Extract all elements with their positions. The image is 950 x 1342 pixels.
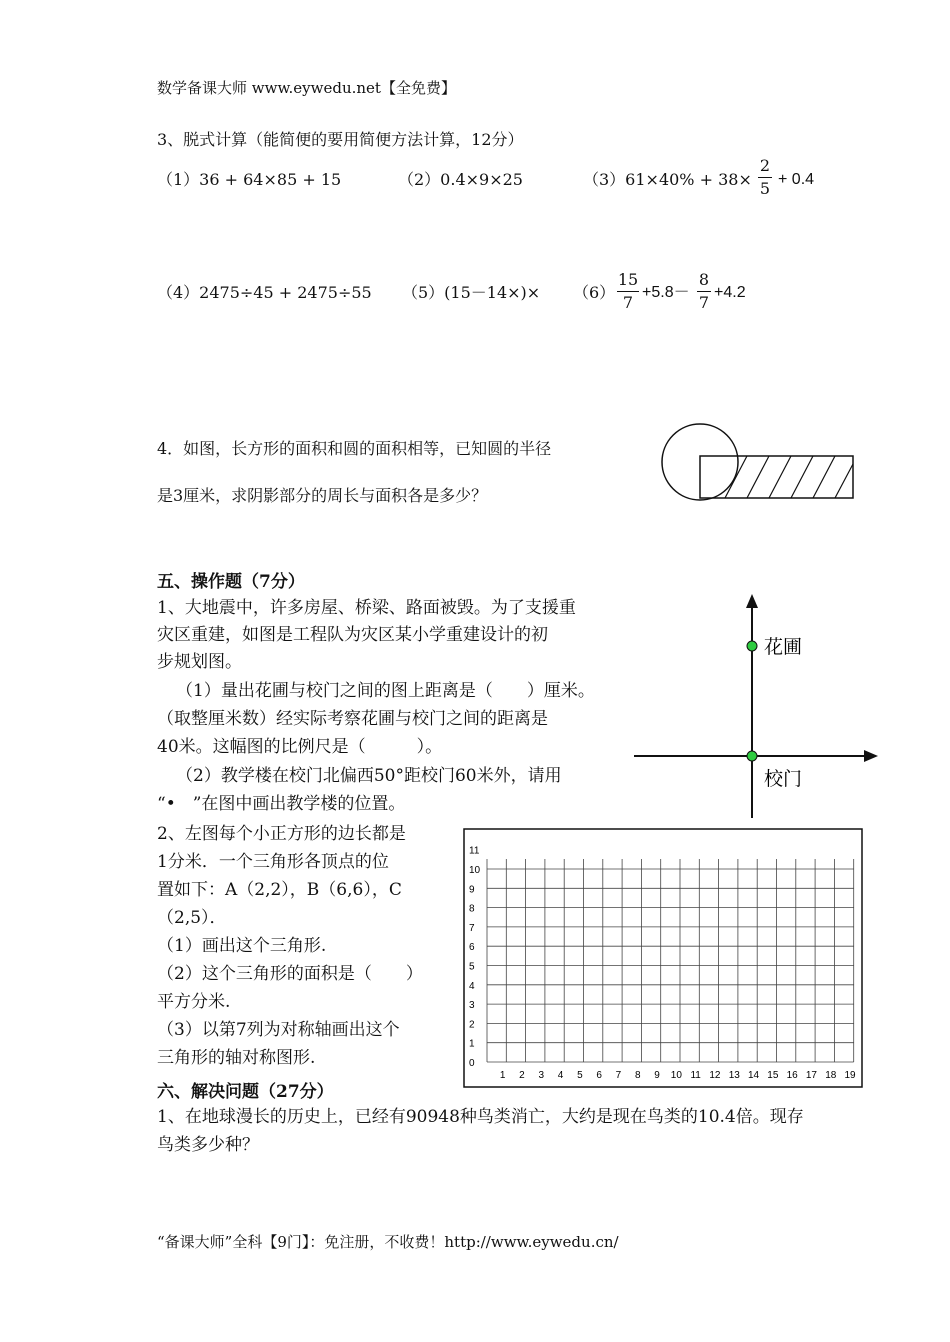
garden-label: 花圃 [764, 637, 803, 658]
s5-q1-line-2: 灾区重建，如图是工程队为灾区某小学重建设计的初 [157, 625, 548, 645]
q3-part1: （1）36 + 64×85 + 15 [157, 170, 342, 189]
section-6-title: 六、解决问题（27分） [157, 1082, 334, 1102]
q3-title: 3、脱式计算（能简便的要用简便方法计算，12分） [157, 130, 524, 149]
grid-y-label: 0 [469, 1058, 475, 1069]
grid-y-label: 2 [469, 1019, 475, 1031]
s5-q2-line-9: 三角形的轴对称图形. [157, 1048, 316, 1068]
grid-y-label: 5 [469, 961, 475, 973]
s5-q1-line-1: 1、大地震中，许多房屋、桥梁、路面被毁。为了支援重 [157, 598, 576, 618]
grid-x-label: 1 [499, 1070, 506, 1081]
s5-q2-line-1: 2、左图每个小正方形的边长都是 [157, 824, 406, 844]
grid-x-label: 17 [805, 1070, 818, 1081]
fraction-bar [617, 291, 639, 292]
q3-part6-suffix: +4.2 [714, 284, 746, 301]
planning-map [630, 590, 880, 822]
fraction-denominator: 7 [698, 293, 710, 312]
s5-q1-line-8: “• ”在图中画出教学楼的位置。 [157, 794, 406, 814]
grid-x-label: 5 [577, 1070, 583, 1081]
grid-x-label: 16 [786, 1070, 798, 1081]
grid-x-label: 13 [728, 1070, 740, 1081]
q3-part3-suffix: + 0.4 [778, 171, 815, 188]
fraction-denominator: 7 [622, 293, 634, 312]
q3-part5: （5）(15－14×)× [402, 283, 541, 302]
grid-y-label: 3 [469, 1000, 475, 1012]
east-arrow-icon [864, 750, 878, 762]
fraction-numerator: 8 [698, 270, 710, 289]
grid-x-label: 4 [557, 1070, 564, 1081]
s5-q2-line-7: 平方分米. [157, 992, 231, 1012]
q3-part6-fraction-1 [617, 270, 639, 313]
grid-x-label: 11 [690, 1070, 701, 1081]
grid-y-label: 9 [469, 884, 475, 896]
s6-q1-line-1: 1、在地球漫长的历史上，已经有90948种鸟类消亡，大约是现在鸟类的10.4倍。现存 [157, 1107, 804, 1127]
shaded-hatching [725, 456, 853, 498]
north-arrow-icon [746, 594, 758, 608]
grid-y-label: 4 [469, 980, 475, 992]
q3-part6-middle: +5.8－ [642, 284, 690, 301]
s5-q1-line-3: 步规划图。 [157, 652, 242, 672]
q4-line-2: 是3厘米，求阴影部分的周长与面积各是多少？ [157, 486, 488, 505]
grid-x-label: 9 [654, 1070, 660, 1081]
grid-y-label: 11 [469, 845, 480, 857]
s5-q1-line-5: （取整厘米数）经实际考察花圃与校门之间的距离是 [157, 709, 548, 729]
garden-point [747, 641, 757, 651]
fraction-bar [758, 177, 772, 178]
grid-x-label: 10 [670, 1070, 682, 1081]
coordinate-grid [463, 828, 863, 1088]
s5-q2-line-3: 置如下：A（2,2），B（6,6），C [157, 880, 402, 900]
s5-q2-line-2: 1分米．一个三角形各顶点的位 [157, 852, 389, 872]
grid-y-label: 1 [469, 1038, 475, 1050]
grid-x-label: 12 [709, 1070, 721, 1081]
grid-x-label: 3 [538, 1070, 545, 1081]
s5-q1-line-7: （2）教学楼在校门北偏西50°距校门60米外，请用 [176, 766, 562, 786]
grid-frame [464, 829, 862, 1087]
grid-x-label: 14 [747, 1070, 760, 1081]
s5-q1-line-4: （1）量出花圃与校门之间的图上距离是（ ）厘米。 [176, 681, 595, 701]
grid-y-label: 8 [469, 903, 475, 915]
q3-part6-fraction-2 [697, 270, 711, 313]
q3-part2: （2）0.4×9×25 [398, 170, 523, 189]
section-5-title: 五、操作题（7分） [157, 572, 305, 592]
fraction-denominator: 5 [759, 179, 771, 198]
q3-part3-fraction [758, 156, 772, 199]
fraction-bar [697, 291, 711, 292]
grid-x-label: 15 [767, 1070, 779, 1081]
q3-part6-prefix: （6） [573, 283, 616, 302]
grid-y-label: 6 [469, 942, 475, 954]
page-header: 数学备课大师 www.eywedu.net【全免费】 [157, 79, 456, 97]
q3-part4: （4）2475÷45 + 2475÷55 [157, 283, 372, 302]
page-footer: “备课大师”全科【9门】：免注册，不收费！http://www.eywedu.cn/ [157, 1233, 619, 1251]
s5-q1-line-6: 40米。这幅图的比例尺是（ ）。 [157, 737, 443, 757]
grid-x-label: 19 [844, 1070, 856, 1081]
grid-x-label: 2 [519, 1070, 525, 1081]
s5-q2-line-8: （3）以第7列为对称轴画出这个 [157, 1020, 400, 1040]
circle-rectangle-figure [655, 420, 860, 505]
s5-q2-line-6: （2）这个三角形的面积是（ ） [157, 964, 423, 984]
s5-q2-line-5: （1）画出这个三角形. [157, 936, 327, 956]
s6-q1-line-2: 鸟类多少种？ [157, 1135, 259, 1155]
s5-q2-line-4: （2,5）． [157, 908, 227, 928]
q3-part3-prefix: （3）61×40% + 38× [583, 170, 752, 189]
gate-point [747, 751, 757, 761]
grid-x-label: 8 [634, 1070, 641, 1081]
fraction-numerator: 2 [759, 156, 771, 175]
grid-x-label: 6 [596, 1070, 602, 1081]
grid-x-label: 18 [825, 1070, 837, 1081]
grid-x-label: 7 [615, 1070, 622, 1081]
fraction-numerator: 15 [617, 270, 639, 289]
gate-label: 校门 [764, 769, 803, 790]
grid-y-label: 7 [469, 922, 475, 934]
q4-line-1: 4．如图，长方形的面积和圆的面积相等，已知圆的半径 [157, 439, 552, 458]
grid-y-label: 10 [469, 865, 481, 876]
